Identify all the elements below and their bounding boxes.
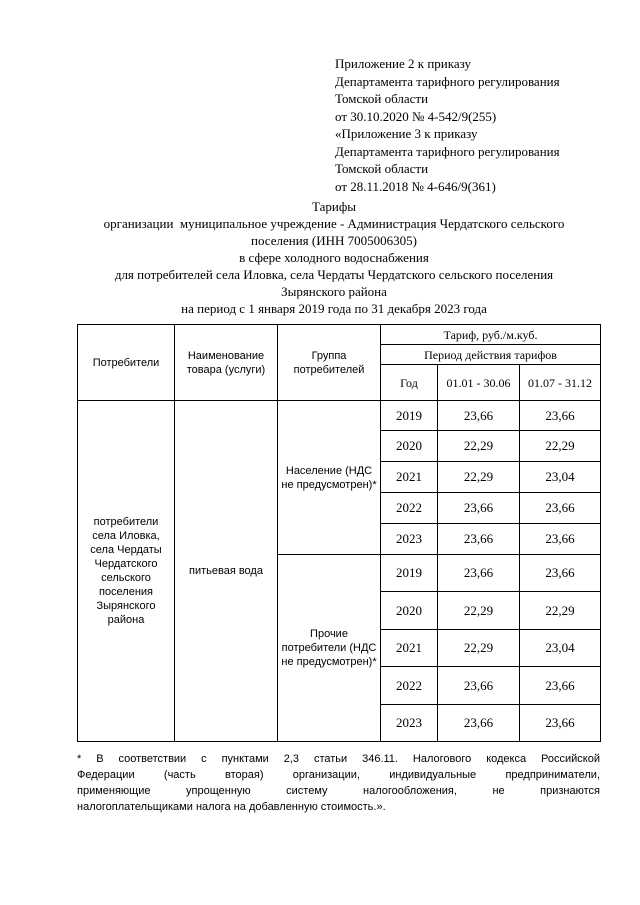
tariff-h2-cell: 23,04 [520,630,601,667]
tariff-h2-cell: 23,66 [520,524,601,555]
year-cell: 2021 [381,462,438,493]
year-cell: 2019 [381,401,438,431]
goods-cell: питьевая вода [175,401,278,742]
tariff-h2-cell: 22,29 [520,431,601,462]
tariff-table [77,324,601,742]
consumers-cell: потребители села Иловка, села Чердаты Чердатского сельского поселения Зырянского района [78,401,175,742]
appendix-header [335,55,560,195]
tariff-h2-cell: 23,04 [520,462,601,493]
year-cell: 2020 [381,592,438,630]
tariff-h1-cell: 22,29 [438,630,520,667]
title-line: в сфере холодного водоснабжения [239,250,429,265]
header-half1: 01.01 - 30.06 [438,365,520,401]
header-group: Группа потребителей [278,325,381,401]
title-line: Тарифы [311,199,356,214]
tariff-h1-cell: 23,66 [438,401,520,431]
header-year: Год [381,365,438,401]
tariff-h2-cell: 22,29 [520,592,601,630]
group-cell: Прочие потребители (НДС не предусмотрен)* [278,555,381,742]
tariff-h2-cell: 23,66 [520,555,601,592]
tariff-h1-cell: 22,29 [438,462,520,493]
tariff-h2-cell: 23,66 [520,705,601,742]
tariff-h2-cell: 23,66 [520,401,601,431]
tariff-h1-cell: 23,66 [438,667,520,705]
tariff-h1-cell: 22,29 [438,592,520,630]
appendix-line: Томской области [335,91,429,106]
year-cell: 2023 [381,524,438,555]
appendix-line: Приложение 2 к приказу [335,56,472,71]
year-cell: 2021 [381,630,438,667]
tariff-h1-cell: 23,66 [438,524,520,555]
table-row [78,401,601,431]
tariff-h1-cell: 22,29 [438,431,520,462]
tariff-h2-cell: 23,66 [520,493,601,524]
footnote-line: * В соответствии с пунктами 2,3 статьи 346.11. Налогового кодекса Российской [77,753,600,765]
header-goods: Наименование товара (услуги) [175,325,278,401]
tariff-h1-cell: 23,66 [438,555,520,592]
header-period: Период действия тарифов [381,345,601,365]
year-cell: 2019 [381,555,438,592]
year-cell: 2022 [381,667,438,705]
appendix-line: от 30.10.2020 № 4-542/9(255) [335,108,497,124]
tariff-h2-cell: 23,66 [520,667,601,705]
tariff-h1-cell: 23,66 [438,493,520,524]
appendix-line: «Приложение 3 к приказу [335,126,478,141]
title-line: организации муниципальное учреждение - Администрация Чердатского сельского [103,216,565,231]
header-half2: 01.07 - 31.12 [520,365,601,401]
appendix-line: от 28.11.2018 № 4-646/9(361) [335,178,496,194]
appendix-line: Томской области [335,161,429,176]
footnote-line: налогоплательщиками налога на добавленную стоимость.». [77,801,386,813]
group-cell: Население (НДС не предусмотрен)* [278,401,381,555]
footnote-line: Федерации (часть вторая) организации, индивидуальные предприниматели, [77,769,600,781]
footnote [77,751,600,815]
tariff-h1-cell: 23,66 [438,705,520,742]
year-cell: 2023 [381,705,438,742]
title-line: на период с 1 января 2019 года по 31 декабря 2023 года [181,301,487,316]
appendix-line: Департамента тарифного регулирования [335,73,560,89]
title-line: Зырянского района [281,284,387,299]
header-tariff: Тариф, руб./м.куб. [381,325,601,345]
document-title [60,198,608,317]
year-cell: 2022 [381,493,438,524]
footnote-line: применяющие упрощенную систему налогообложения, не признаются [77,785,600,797]
title-line: поселения (ИНН 7005006305) [251,233,417,248]
title-line: для потребителей села Иловка, села Чердаты Чердатского сельского поселения [114,267,554,282]
appendix-line: Департамента тарифного регулирования [335,143,560,159]
header-consumers: Потребители [78,325,175,401]
year-cell: 2020 [381,431,438,462]
